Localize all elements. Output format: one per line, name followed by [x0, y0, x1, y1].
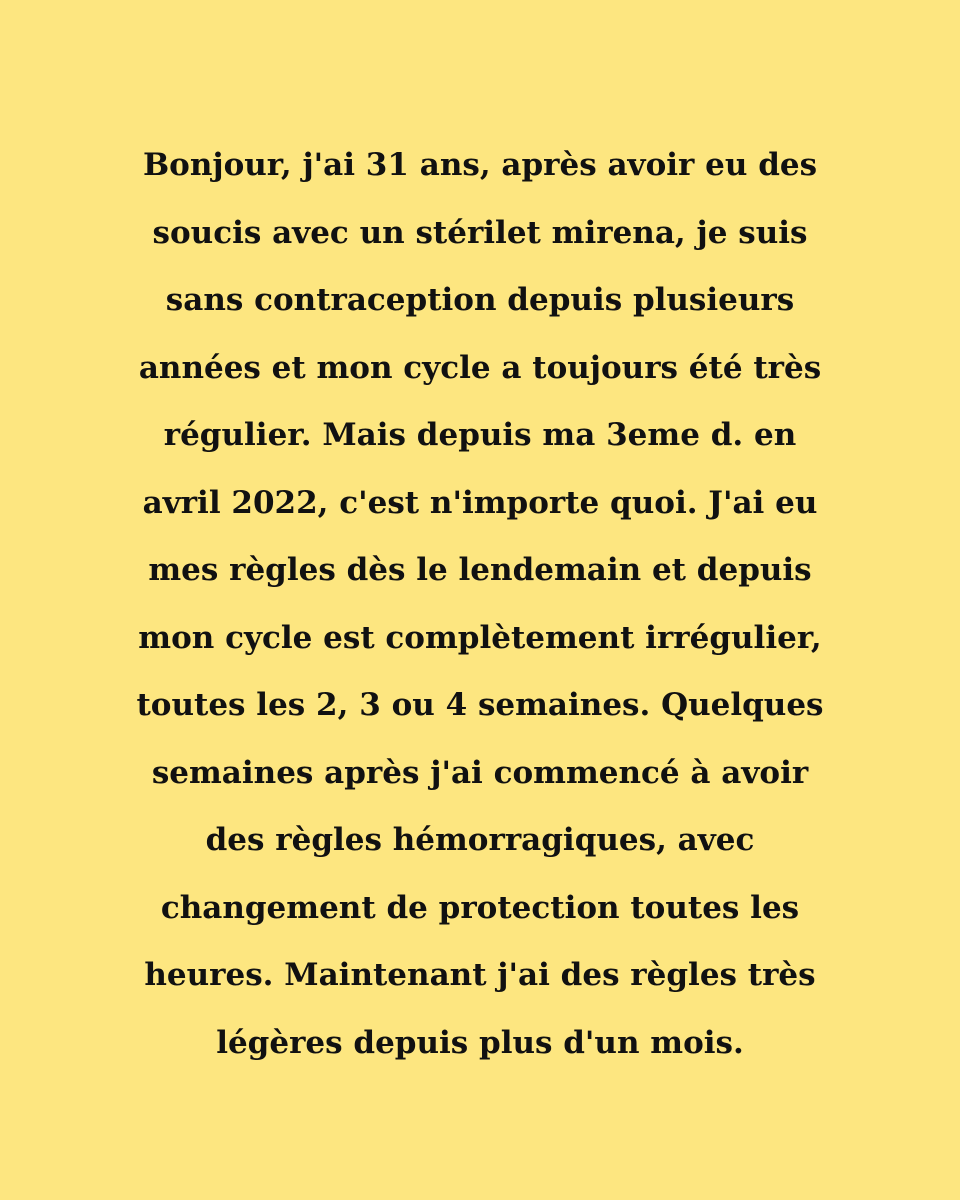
testimony-line: mon cycle est complètement irrégulier, — [138, 619, 822, 656]
testimony-line: Bonjour, j'ai 31 ans, après avoir eu des — [142, 147, 818, 183]
testimony-text — [0, 132, 960, 1077]
testimony-line: mes règles dès le lendemain et depuis — [148, 552, 812, 588]
testimony-line: légères depuis plus d'un mois. — [216, 1024, 744, 1061]
testimony-line: changement de protection toutes les — [160, 889, 800, 926]
testimony-line: sans contraception depuis plusieurs — [165, 282, 795, 318]
testimony-line: avril 2022, c'est n'importe quoi. J'ai eu — [142, 484, 818, 521]
testimony-line: heures. Maintenant j'ai des règles très — [144, 957, 816, 993]
testimony-line: des règles hémorragiques, avec — [205, 822, 755, 858]
testimony-line: soucis avec un stérilet mirena, je suis — [152, 214, 808, 251]
testimony-line: régulier. Mais depuis ma 3eme d. en — [163, 417, 797, 453]
testimony-line: années et mon cycle a toujours été très — [138, 349, 822, 386]
testimony-line: toutes les 2, 3 ou 4 semaines. Quelques — [136, 687, 824, 723]
testimony-line: semaines après j'ai commencé à avoir — [151, 754, 809, 791]
